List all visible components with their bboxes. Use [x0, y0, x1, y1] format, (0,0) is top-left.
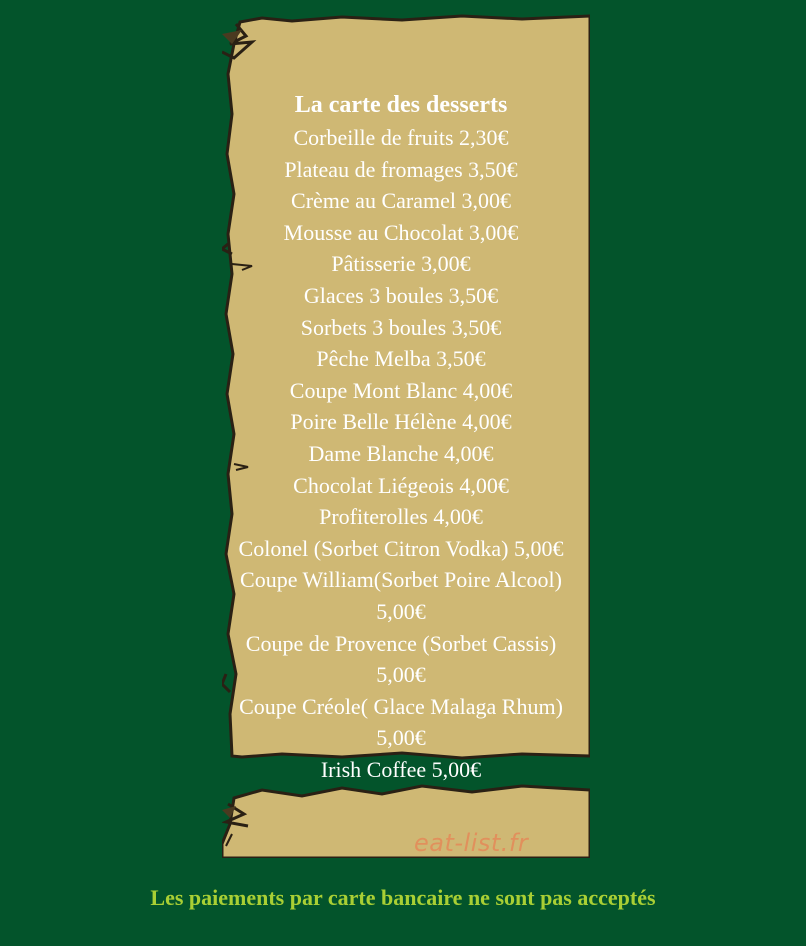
menu-item: Pêche Melba 3,50€ [316, 346, 486, 372]
menu-item: Coupe Mont Blanc 4,00€ [289, 377, 513, 403]
menu-item: Crème au Caramel 3,00€ [291, 188, 511, 214]
site-watermark: eat-list.fr [414, 829, 529, 857]
menu-item: Dame Blanche 4,00€ [308, 440, 494, 466]
menu-item: Poire Belle Hélène 4,00€ [290, 409, 512, 435]
menu-item: Glaces 3 boules 3,50€ [303, 282, 499, 308]
menu-item: Coupe Créole( Glace Malaga Rhum) 5,00€ [239, 693, 563, 751]
menu-item: Corbeille de fruits 2,30€ [293, 125, 509, 150]
menu-item: Colonel (Sorbet Citron Vodka) 5,00€ [238, 535, 564, 561]
payment-notice: Les paiements par carte bancaire ne sont pas acceptés [150, 885, 656, 910]
menu-item: Profiterolles 4,00€ [319, 504, 483, 530]
menu-list [222, 122, 580, 785]
menu-item: Pâtisserie 3,00€ [331, 251, 471, 277]
menu-item: Coupe de Provence (Sorbet Cassis) 5,00€ [245, 630, 557, 688]
menu-item: Plateau de fromages 3,50€ [284, 156, 518, 182]
menu-item: Irish Coffee 5,00€ [320, 756, 482, 782]
menu-item: Coupe William(Sorbet Poire Alcool) 5,00€ [240, 567, 562, 624]
menu-item: Sorbets 3 boules 3,50€ [300, 314, 502, 340]
menu-title: La carte des desserts [294, 92, 508, 118]
dessert-menu [222, 88, 580, 785]
menu-item: Chocolat Liégeois 4,00€ [293, 472, 509, 498]
menu-item: Mousse au Chocolat 3,00€ [283, 219, 519, 245]
